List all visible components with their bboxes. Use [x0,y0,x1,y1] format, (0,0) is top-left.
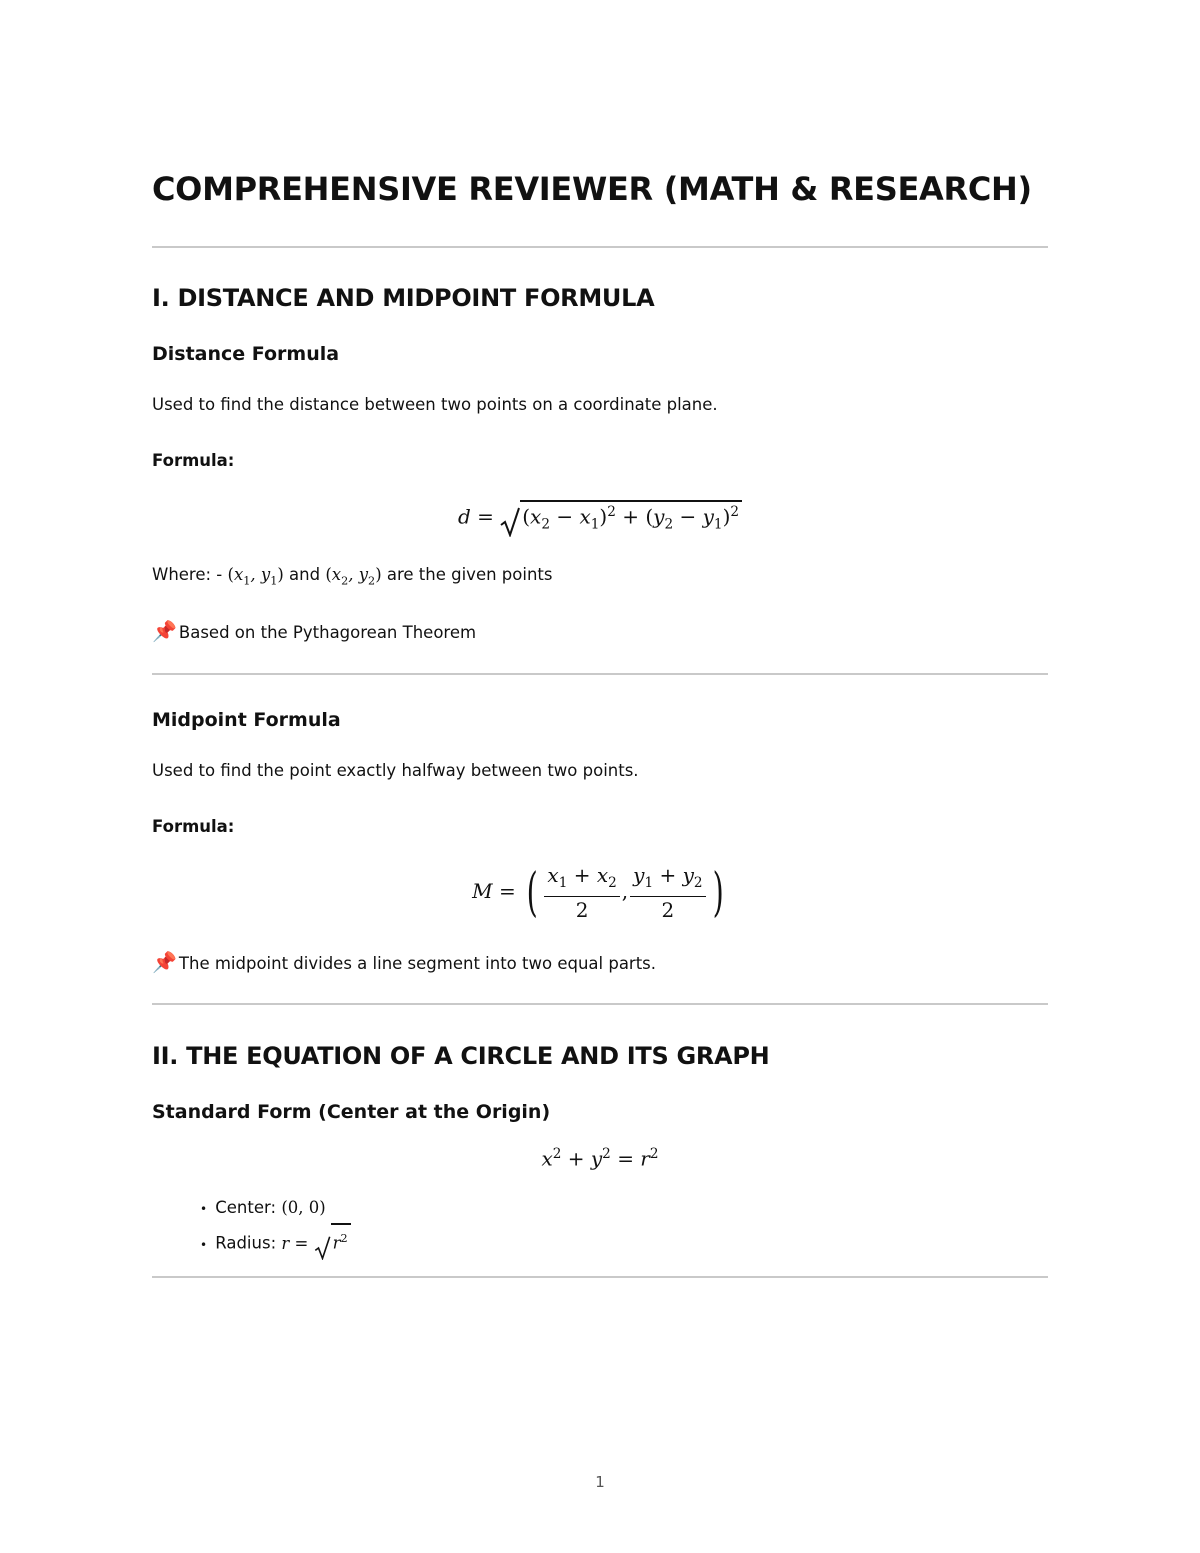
circle-properties-list [200,1194,351,1259]
point-one: ($x_1$, $y_1$) [227,565,284,588]
distance-note-text: Based on the Pythagorean Theorem [178,623,477,642]
pushpin-icon: 📌 [152,950,177,974]
subheading-midpoint-formula: Midpoint Formula [152,709,341,731]
divider [152,246,1048,248]
center-value: (0, 0) [281,1198,326,1217]
radical-icon [500,507,520,537]
distance-description: Used to find the distance between two points on a coordinate plane. [152,395,718,414]
midpoint-formula-label: Formula: [152,817,235,836]
divider [152,1003,1048,1005]
subheading-standard-form: Standard Form (Center at the Origin) [152,1101,551,1123]
divider [152,1276,1048,1278]
distance-where-line [152,563,552,593]
midpoint-note-text: The midpoint divides a line segment into two equal parts. [178,954,657,973]
where-suffix: are the given points [386,565,553,584]
distance-formula-label: Formula: [152,451,235,470]
distance-note [152,619,476,645]
where-prefix: Where: - [152,565,223,584]
fraction-x: $\frac{x_1 + x_2}{2}$ [544,862,619,923]
square-root-sign: $(x_2 - x_1)^2 + (y_2 - y_1)^2$ [500,500,742,533]
distance-formula: d = $(x_2 - x_1)^2 + (y_2 - y_1)^2$ [152,500,1048,533]
fraction-y: $\frac{y_1 + y_2}{2}$ [630,862,705,923]
page-number: 1 [595,1473,605,1491]
midpoint-note [152,950,656,976]
radius-value: r = $r^2$ [281,1234,350,1253]
pushpin-icon: 📌 [152,619,177,643]
document-page [152,0,1048,1553]
section-heading-distance-midpoint: I. DISTANCE AND MIDPOINT FORMULA [152,284,655,312]
divider [152,673,1048,675]
and-text: and [289,565,321,584]
midpoint-formula: M = ( $\frac{x_1 + x_2}{2}$ , $\frac{y_1 + y_2}{2}$ ) [472,862,724,923]
document-title: COMPREHENSIVE REVIEWER (MATH & RESEARCH) [152,170,1032,208]
list-item-center: • Center: (0, 0) [200,1194,351,1223]
point-two: ($x_2$, $y_2$) [325,565,382,588]
subheading-distance-formula: Distance Formula [152,343,340,365]
section-heading-circle: II. THE EQUATION OF A CIRCLE AND ITS GRAPH [152,1042,770,1070]
circle-equation: $x^2 + y^2 = r^2$ [541,1146,659,1171]
midpoint-description: Used to find the point exactly halfway between two points. [152,761,639,780]
radical-icon [314,1236,331,1260]
list-item-radius: • Radius: r = $r^2$ [200,1223,351,1259]
